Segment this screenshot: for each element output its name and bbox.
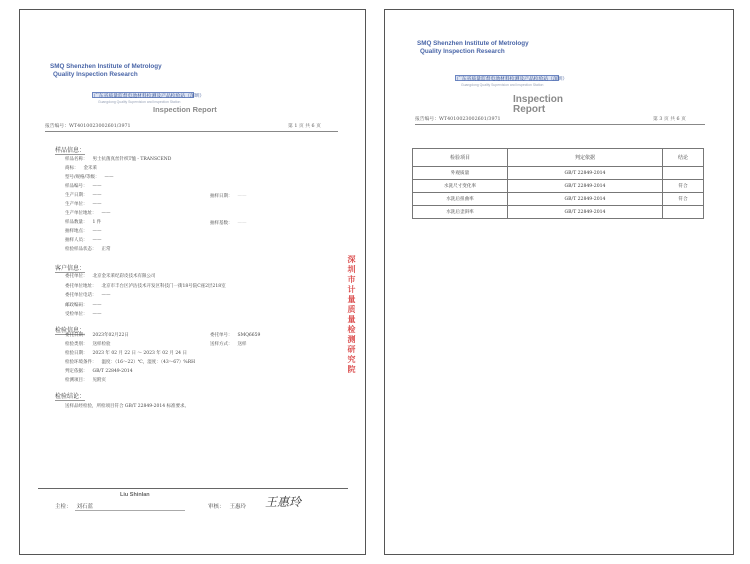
result-conclusion-cell xyxy=(663,206,704,219)
chief-sign-line xyxy=(75,510,185,511)
org-logo-subtitle: Guangdong Quality Supervision and Inspection Station xyxy=(461,83,544,87)
table-row xyxy=(413,206,704,219)
info-label: 检验日期： xyxy=(65,351,88,356)
info-label: 检测项目： xyxy=(65,378,88,383)
seal-fragment-left: 深圳市计量质量检测研究院 xyxy=(347,255,356,375)
info-label: 生产单位地址： xyxy=(65,211,97,216)
info-value: 男士抗菌真丝针织T恤 - TRANSCEND xyxy=(92,157,172,162)
info-value: 北京市丰台区泸沽技术开发区科技门一街18号院C座2层218室 xyxy=(101,283,226,289)
info-value: —— xyxy=(92,312,102,317)
info-label: 检验类别： xyxy=(65,342,88,347)
col-header-basis: 判定依据 xyxy=(508,149,663,167)
sample-right-row: 抽样日期： —— xyxy=(210,194,247,199)
client-section-heading: 客户信息： xyxy=(55,265,86,272)
info-row xyxy=(65,302,102,308)
inspection-section-heading: 检验信息： xyxy=(55,327,86,334)
info-label: 委托日期： xyxy=(65,333,88,338)
report-number: 报告编号：WT4010023002601/3971 xyxy=(415,117,501,122)
table-row xyxy=(413,193,704,206)
info-row xyxy=(65,292,111,298)
info-label: 生产日期： xyxy=(65,193,88,198)
info-row xyxy=(65,156,171,162)
info-label: 检验样品状态： xyxy=(65,247,97,252)
footer-divider xyxy=(38,488,348,489)
conclusion-text: 送样品经检验，所检项目符合 GB/T 22849-2014 标准要求。 xyxy=(65,404,189,409)
info-label: 委托单位： xyxy=(65,274,88,279)
info-label: 受检单位： xyxy=(65,312,88,317)
info-row xyxy=(65,341,111,347)
info-value: 正常 xyxy=(101,247,111,252)
sample-right-row: 抽样基数： —— xyxy=(210,221,247,226)
result-item-cell: 水洗后歪斜率 xyxy=(413,206,508,219)
info-label: 型号/规格/等级： xyxy=(65,175,100,180)
result-item-cell: 水洗后扭曲率 xyxy=(413,193,508,206)
org-name-line2: Quality Inspection Research xyxy=(53,71,138,78)
info-row xyxy=(65,201,102,207)
info-value: —— xyxy=(92,202,102,207)
page-number: 第 1 页 共 6 页 xyxy=(288,124,321,129)
info-row xyxy=(65,165,97,171)
info-label: 委托单位地址： xyxy=(65,283,97,289)
report-page-1 xyxy=(19,9,366,555)
info-label: 委托单位电话： xyxy=(65,293,97,298)
info-value: 2023年02月22日 xyxy=(92,333,129,338)
info-row xyxy=(65,350,187,356)
info-value: 送样检验 xyxy=(92,342,111,347)
org-name-line2: Quality Inspection Research xyxy=(420,48,505,55)
info-row xyxy=(65,237,102,243)
info-value: 2023 年 02 月 22 日 ～ 2023 年 02 月 24 日 xyxy=(92,351,187,356)
result-basis-cell: GB/T 22849-2014 xyxy=(508,180,663,193)
info-row xyxy=(65,246,111,252)
info-value: 1 件 xyxy=(92,220,102,225)
col-header-result: 结论 xyxy=(663,149,704,167)
info-row xyxy=(65,228,102,234)
result-basis-cell: GB/T 22849-2014 xyxy=(508,206,663,219)
info-row xyxy=(65,210,111,216)
report-page-2 xyxy=(384,9,734,555)
info-label: 生产单位： xyxy=(65,202,88,207)
sample-section-heading: 样品信息： xyxy=(55,147,86,154)
info-label: 样品编号： xyxy=(65,184,88,189)
result-item-cell: 外观质量 xyxy=(413,167,508,180)
table-header-row xyxy=(413,149,704,167)
header-divider xyxy=(45,131,338,132)
col-header-item: 检验项目 xyxy=(413,149,508,167)
info-value: 温度：（16～22）℃，湿度：（43～67）%RH xyxy=(101,360,196,365)
result-item-cell: 水洗尺寸变化率 xyxy=(413,180,508,193)
info-row xyxy=(65,359,195,365)
header-divider xyxy=(415,124,705,125)
info-label: 检验环境条件： xyxy=(65,360,97,365)
org-logo-subtitle: Guangdong Quality Supervision and Inspection Station xyxy=(98,100,181,104)
org-logo-text: 广东省质量监督电池材料检测及产品检验站（深圳） xyxy=(457,77,568,82)
info-label: 抽样地点： xyxy=(65,229,88,234)
reviewer-signature: 王惠玲 xyxy=(265,495,302,509)
info-value: —— xyxy=(92,229,102,234)
info-label: 抽样人员： xyxy=(65,238,88,243)
info-label: 商标： xyxy=(65,166,79,171)
result-conclusion-cell: 符合 xyxy=(663,193,704,206)
org-logo-text: 广东省质量监督电池材料检测及产品检验站（深圳） xyxy=(94,94,205,99)
report-number: 报告编号：WT4010023002601/3971 xyxy=(45,124,131,129)
info-value: GB/T 22849-2014 xyxy=(92,369,133,374)
info-row xyxy=(65,368,133,374)
signer-name-en: Liu Shinlan xyxy=(120,492,150,498)
inspection-right-row: 委托单号： SMQ6659 xyxy=(210,333,261,338)
info-row xyxy=(65,192,102,198)
reviewer: 审核： 王惠玲 xyxy=(208,504,247,510)
info-row xyxy=(65,283,226,289)
info-value: 北京金禾莱纪彩皮技术有限公司 xyxy=(92,274,156,279)
info-value: —— xyxy=(92,184,102,189)
info-label: 样品数量： xyxy=(65,220,88,225)
result-basis-cell: GB/T 22849-2014 xyxy=(508,167,663,180)
org-name-line1: SMQ Shenzhen Institute of Metrology xyxy=(50,63,162,70)
info-label: 邮政编码： xyxy=(65,302,88,308)
org-name-line1: SMQ Shenzhen Institute of Metrology xyxy=(417,40,529,47)
info-value: —— xyxy=(104,175,114,180)
info-row xyxy=(65,377,106,383)
conclusion-section-heading: 检验结论： xyxy=(55,393,86,400)
info-row xyxy=(65,219,101,225)
table-row xyxy=(413,167,704,180)
info-value: —— xyxy=(101,211,111,216)
info-value: —— xyxy=(92,238,102,243)
table-row xyxy=(413,180,704,193)
info-value: 金禾莱 xyxy=(83,166,97,171)
info-value: —— xyxy=(101,293,111,298)
info-value: —— xyxy=(92,302,102,308)
result-conclusion-cell: 符合 xyxy=(663,180,704,193)
results-table xyxy=(412,148,704,219)
info-row xyxy=(65,311,102,317)
inspection-right-row: 送样方式： 送样 xyxy=(210,342,247,347)
info-row xyxy=(65,174,114,180)
report-title: Inspection Report xyxy=(153,105,217,114)
result-basis-cell: GB/T 22849-2014 xyxy=(508,193,663,206)
info-label: 样品名称： xyxy=(65,157,88,162)
info-row xyxy=(65,273,156,279)
info-row xyxy=(65,183,102,189)
info-value: 见附页 xyxy=(92,378,106,383)
info-row xyxy=(65,332,129,338)
result-conclusion-cell xyxy=(663,167,704,180)
chief-inspector: 主检： 刘石蓝 xyxy=(55,504,94,510)
report-title: Inspection Report xyxy=(513,94,564,115)
page-number: 第 3 页 共 6 页 xyxy=(653,117,686,122)
info-value: —— xyxy=(92,193,102,198)
info-label: 判定依据： xyxy=(65,369,88,374)
